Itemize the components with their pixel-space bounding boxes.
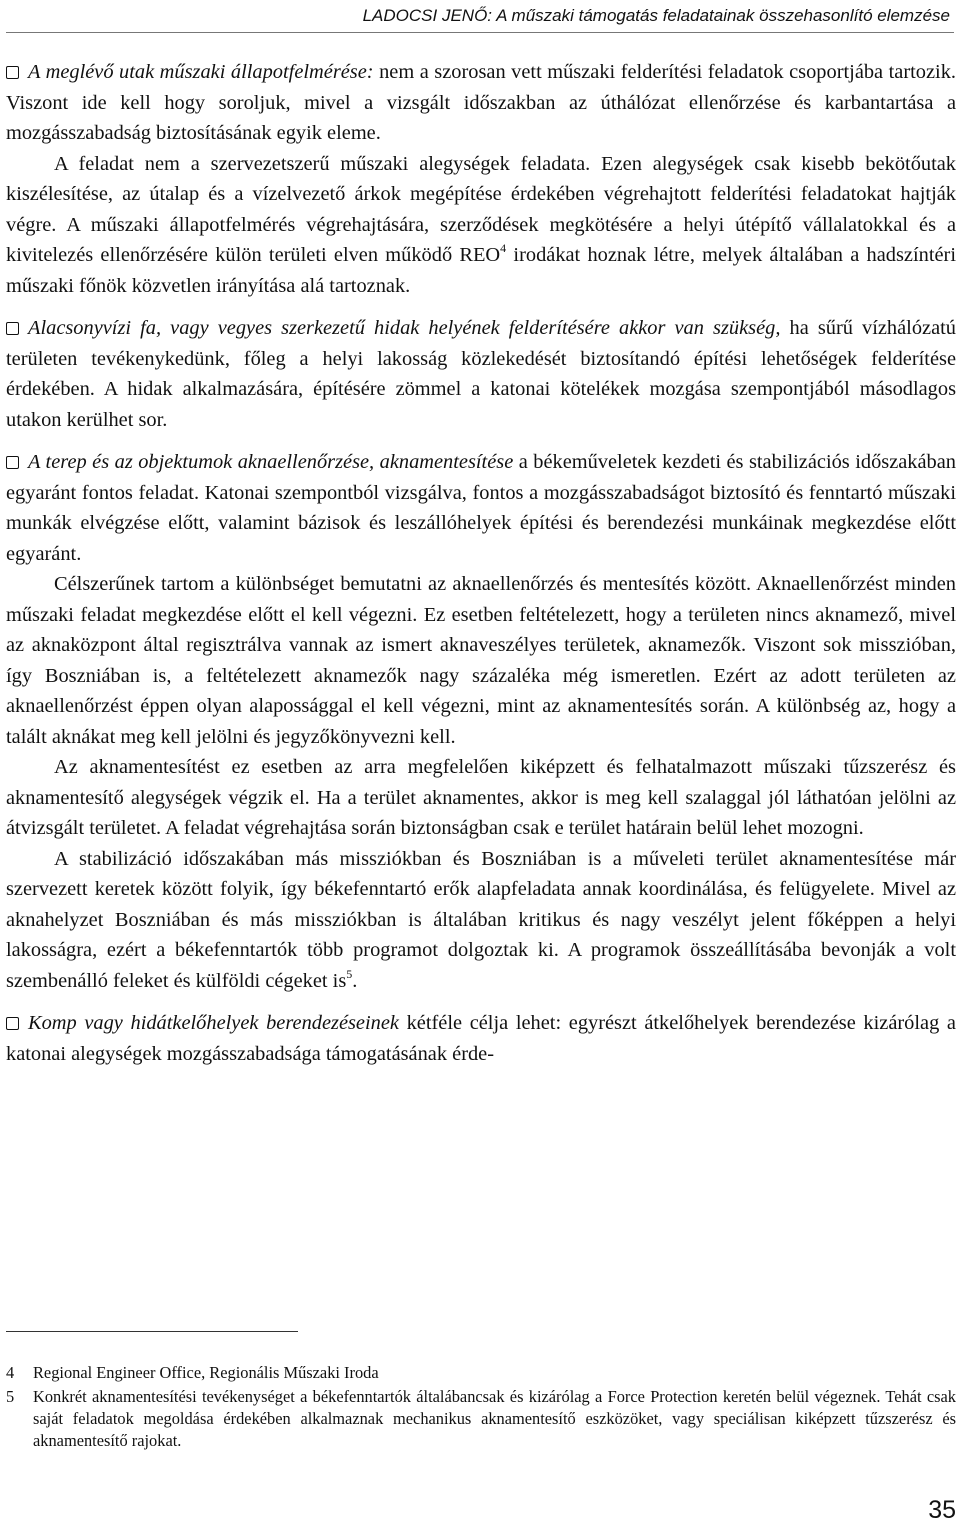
item-paragraph (6, 1008, 956, 1069)
paragraph-text: A stabilizáció időszakában más missziókban és Boszniában is a műveleti terület aknamentesítése már szervezett keretek között folyik, így békefenntartó erők alapfeladata annak koordinálása, és felügyelete. Mivel az aknahelyzet Boszniában és más missziókban is általában kritikus és nagy veszélyt jelent főképpen a helyi lakosságra, ezért a békefenntartók több programot dolgoztak ki. A programok összeállításába bevonják a volt szembenálló feleket és külföldi cégeket is (6, 847, 956, 992)
item-paragraph (6, 313, 956, 435)
item-paragraph (6, 57, 956, 149)
item-heading: Komp vagy hidátkelőhelyek berendezéseinek (28, 1012, 399, 1034)
checkbox-icon (6, 322, 19, 335)
item-heading: Alacsonyvízi fa, vagy vegyes szerkezetű hidak helyének felderítésére akkor van szükség, (28, 317, 781, 339)
paragraph-text: nem a szorosan vett műszaki felderítési feladatok csoportjába tartozik. Viszont ide kell hogy soroljuk, mivel a vizsgált időszakban az úthálózat ellenőrzése és karbantartása a mozgásszabadság biztosításának egyik eleme. (6, 61, 957, 144)
body-text (6, 57, 956, 1069)
paragraph: Az aknamentesítést ez esetben az arra megfelelően kiképzett és felhatalmazott műszaki tűzszerész és aknamentesítő alegységek végzik el. Ha a terület aknamentes, akkor is meg kell szalaggal jól láthatóan jelölni az átvizsgált területet. A feladat végrehajtása során biztonságban csak e terület határain belül lehet mozogni. (6, 756, 956, 839)
paragraph-text: kétféle célja lehet: egyrészt átkelőhelyek berendezése kizárólag a katonai alegységek mozgásszabadsága támogatásának érde- (6, 1012, 956, 1065)
paragraph-text: . (352, 969, 358, 992)
item-paragraph (6, 447, 956, 569)
paragraph-text: irodákat hoznak létre, melyek általában a hadszíntéri műszaki főnök közvetlen irányítása alá tartoznak. (6, 244, 957, 297)
paragraph (6, 844, 956, 997)
checkbox-icon (6, 66, 19, 79)
footnote-text: Konkrét aknamentesítési tevékenységet a békefenntartók általábancsak és kizárólag a Force Protection keretén belül végeznek. Tehát csak saját feladatok megoldása érdekében alkalmaznak mechanikus aknamentesítő eszközöket, vagy speciálisan kiképzett tűzszerész és aknamentesítő rajokat. (33, 1387, 956, 1450)
footnote-number: 5 (6, 1387, 15, 1406)
paragraph-text: A feladat nem a szervezetszerű műszaki alegységek feladata. Ezen alegységek csak kisebb bekötőutak kiszélesítése, az útalap és a vízelvezető árkok megépítése érdekében végrehajtott felderítési feladatokat hajtják végre. A műszaki állapotfelmérés végrehajtására, szerződések megkötésére a helyi útépítő vállalatokkal és a kivitelezés ellenőrzésére külön területi elven működő REO (6, 152, 956, 266)
paragraph: Célszerűnek tartom a különbséget bemutatni az aknaellenőrzés és mentesítés között. Aknaellenőrzést minden műszaki feladat megkezdése előtt el kell végezni. Ez esetben feltételezett, hogy a területen nincs aknamező, mivel az aknaközpont által regisztrálva vannak az ismert aknaveszélyes területek, aknamezők. Viszont sok misszióban, így Boszniában is, a feltételezett aknamezők nagy százaléka még ismeretlen. Ezért az adott területen az aknaellenőrzést éppen olyan alapossággal el kell végezni, mint az aknamentesítés során. A különbség az, hogy a talált aknákat meg kell jelölni és jegyzőkönyvezni kell. (6, 573, 956, 748)
footnote-ref: 4 (500, 241, 507, 255)
footnote-text: Regional Engineer Office, Regionális Műszaki Iroda (33, 1363, 379, 1382)
paragraph-text: ha sűrű vízhálózatú területen tevékenykedünk, főleg a helyi lakosság közlekedését biztosítandó építési lehetőségek felderítése érdekében. A hidak alkalmazására, építésére zömmel a katonai kötelékek mozgása szempontjából másodlagos utakon kerülhet sor. (6, 317, 956, 431)
checkbox-icon (6, 456, 19, 469)
item-heading: A meglévő utak műszaki állapotfelmérése: (28, 61, 374, 83)
paragraph-text: a békeműveletek kezdeti és stabilizációs időszakában egyaránt fontos feladat. Katonai szempontból vizsgálva, fontos a mozgásszabadságot biztosító és fenntartó műszaki munkák elvégzése előtt, valamint bázisok és leszállóhelyek építési és berendezési munkáinak megkezdése előtt egyaránt. (6, 451, 956, 565)
running-header: LADOCSI JENŐ: A műszaki támogatás feladatainak összehasonlító elemzése (362, 6, 950, 25)
footnote-ref: 5 (346, 966, 353, 981)
item-heading: A terep és az objektumok aknaellenőrzése, aknamentesítése (28, 451, 514, 473)
footnote-number: 4 (6, 1363, 15, 1382)
header-rule (6, 32, 954, 33)
footnote (6, 1362, 956, 1384)
footnote (6, 1386, 956, 1452)
footnotes (6, 1362, 956, 1454)
page-number: 35 (928, 1496, 956, 1524)
checkbox-icon (6, 1017, 19, 1030)
paragraph (6, 149, 956, 302)
footnote-rule (6, 1331, 298, 1332)
